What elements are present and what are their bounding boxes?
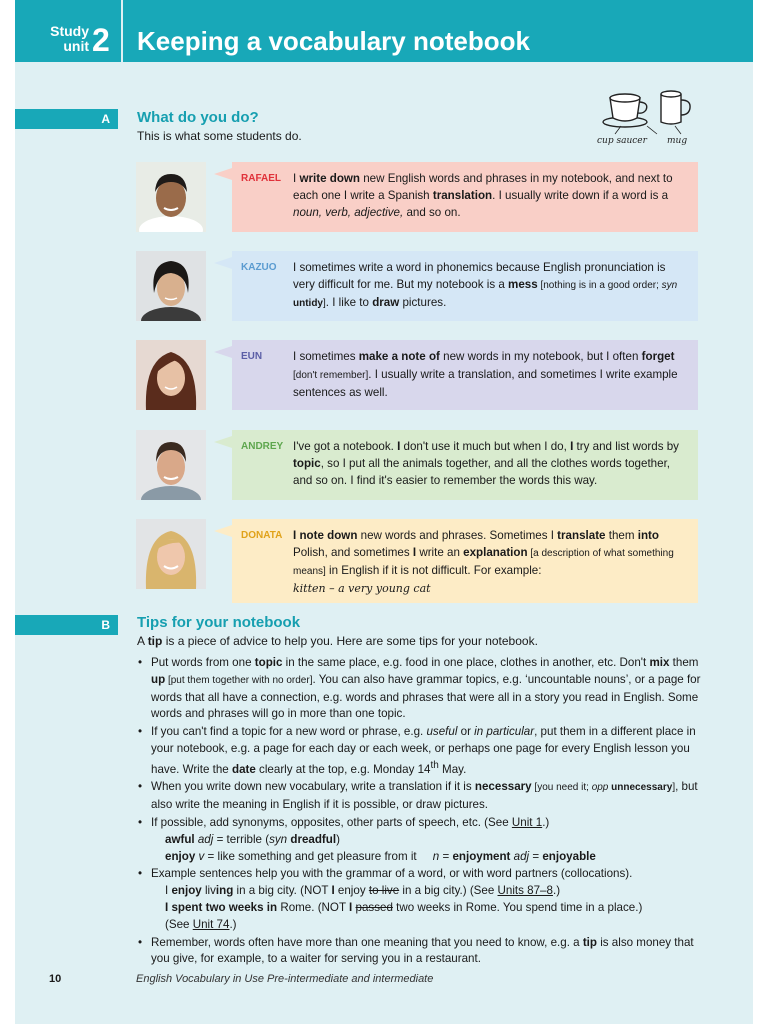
unit-number: 2 — [92, 22, 110, 58]
cup-mug-drawing-icon — [595, 86, 705, 136]
tip-item: • If possible, add synonyms, opposites, other parts of speech, etc. (See Unit 1.) awful adj = terrible (syn dreadful) enjoy v = like something and get pleasure from it n = enjoyment adj = enjoyable — [136, 815, 706, 865]
page-number: 10 — [49, 973, 62, 985]
section-a-tab: A — [15, 109, 118, 129]
header-divider — [121, 0, 123, 62]
rafael-photo — [136, 162, 206, 232]
page — [15, 0, 753, 1024]
book-title: English Vocabulary in Use Pre-intermediate and intermediate — [136, 973, 434, 985]
tips-list — [136, 655, 706, 969]
kazuo-bubble — [232, 251, 698, 321]
tip-item: • Remember, words often have more than one meaning that you need to know, e.g. a tip is also money that you give, for example, to a waiter for serving you in a restaurant. — [136, 935, 706, 969]
study-unit-label: Study unit — [50, 23, 89, 54]
kazuo-photo — [136, 251, 206, 321]
mug-caption: mug — [667, 136, 688, 146]
units-87-8-link[interactable]: Units 87–8 — [497, 884, 553, 898]
example-line: awful adj = terrible (syn dreadful) — [165, 832, 340, 846]
student-name: EUN — [241, 351, 263, 362]
student-name: ANDREY — [241, 441, 284, 452]
section-b-intro: A tip is a piece of advice to help you. Here are some tips for your notebook. — [137, 634, 538, 648]
cup-saucer-caption: cup saucer — [597, 136, 647, 146]
example-line: I spent two weeks in Rome. (NOT I passed two weeks in Rome. You spend time in a place.) — [165, 901, 643, 915]
unit-header — [15, 0, 753, 62]
section-b-title: Tips for your notebook — [137, 614, 301, 631]
andrey-photo — [136, 430, 206, 500]
tip-item: • When you write down new vocabulary, write a translation if it is necessary [you need it; opp unnecessary], but also write the meaning in English if it is possible, or draw pictures. — [136, 779, 706, 814]
tip-item: • Put words from one topic in the same place, e.g. food in one place, clothes in another, etc. Don't mix them up [put them together with no order]. You can also have grammar topics, e.g. ‘uncountable nouns’, or a page for words that all have a connection, e.g. words and phrases that were all in a story you read in English. Some words and phrases will go in more than one topic. — [136, 655, 706, 723]
unit-1-link[interactable]: Unit 1 — [511, 816, 543, 830]
eun-bubble — [232, 340, 698, 410]
tip-item: • If you can't find a topic for a new word or phrase, e.g. useful or in particular, put them in a different place in your notebook, e.g. a page for each day or each week, or perhaps one page for every English lesson you have. Write the date clearly at the top, e.g. Monday 14th May. — [136, 724, 706, 778]
page-title: Keeping a vocabulary notebook — [137, 26, 530, 56]
eun-text: I sometimes make a note of new words in my notebook, but I often forget [don't remember]. I usually write a translation, and sometimes I write example sentences as well. — [293, 350, 678, 399]
section-a-title: What do you do? — [137, 109, 259, 126]
example-line: I enjoy living in a big city. (NOT I enjoy to live in a big city.) (See Units 87–8.) — [165, 884, 561, 898]
rafael-text: I write down new English words and phrases in my notebook, and next to each one I write a Spanish translation. I usually write down if a word is a noun, verb, adjective, and so on. — [293, 172, 673, 219]
example-line: enjoy v = like something and get pleasure from it n = enjoyment adj = enjoyable — [165, 849, 596, 863]
andrey-bubble — [232, 430, 698, 500]
student-name: KAZUO — [241, 262, 277, 273]
cup-and-mug-illustration — [595, 86, 705, 150]
eun-photo — [136, 340, 206, 410]
handwritten-example: kitten – a very young cat — [293, 582, 431, 595]
tip-item: • Example sentences help you with the grammar of a word, or with word partners (collocations). I enjoy living in a big city. (NOT I enjoy to live in a big city.) (See Units 87–8.) I spent two weeks in Rome. (NOT I passed two weeks in Rome. You spend time in a place.) (See Unit 74.) — [136, 866, 706, 933]
donata-photo — [136, 519, 206, 589]
student-name: RAFAEL — [241, 173, 281, 184]
section-a-intro: This is what some students do. — [137, 129, 302, 143]
section-b-tab: B — [15, 615, 118, 635]
example-line: (See Unit 74.) — [165, 917, 237, 931]
rafael-bubble — [232, 162, 698, 232]
donata-bubble — [232, 519, 698, 603]
unit-74-link[interactable]: Unit 74 — [192, 917, 230, 931]
kazuo-text: I sometimes write a word in phonemics because English pronunciation is very difficult for me. But my notebook is a mess [nothing is in a good order; syn untidy]. I like to draw pictures. — [293, 261, 678, 309]
donata-text: I note down new words and phrases. Sometimes I translate them into Polish, and sometimes I write an explanation [a description of what something means] in English if it is not difficult. For example: kitten – a very young cat — [293, 529, 674, 595]
andrey-text: I've got a notebook. I don't use it much but when I do, I try and list words by topic, so I put all the animals together, and all the clothes words together, and so on. I find it's easier to remember the words this way. — [293, 440, 679, 487]
student-name: DONATA — [241, 530, 283, 541]
